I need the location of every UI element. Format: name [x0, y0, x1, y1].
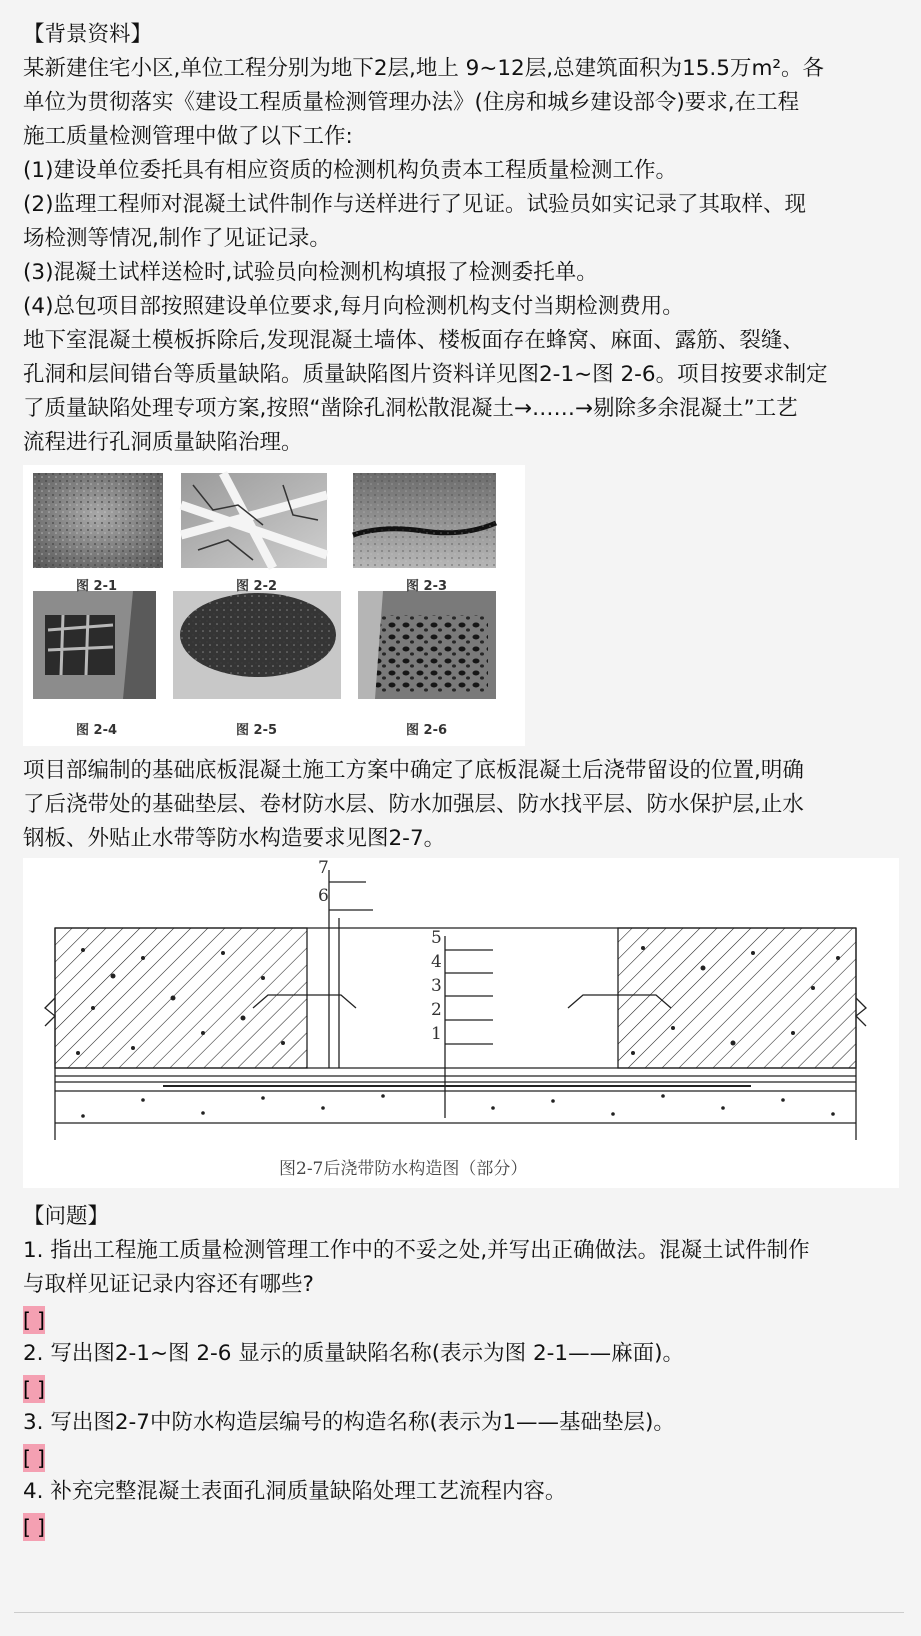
- background-line: (3)混凝土试样送检时,试验员向检测机构填报了检测委托单。: [23, 260, 598, 285]
- waterproof-diagram: [23, 858, 899, 1188]
- layer-label-6: 6: [318, 886, 329, 906]
- waterproof-diagram-figure: [23, 858, 899, 1188]
- figure-caption-2-4: 图 2-4: [76, 723, 118, 738]
- middle-line: 了后浇带处的基础垫层、卷材防水层、防水加强层、防水找平层、防水保护层,止水: [23, 792, 804, 817]
- layer-label-5: 5: [431, 928, 442, 948]
- middle-line: 钢板、外贴止水带等防水构造要求见图2-7。: [23, 826, 446, 851]
- background-line: (1)建设单位委托具有相应资质的检测机构负责本工程质量检测工作。: [23, 158, 677, 183]
- layer-label-4: 4: [431, 952, 442, 972]
- answer-box-2[interactable]: [ ]: [23, 1377, 45, 1401]
- background-line: 了质量缺陷处理专项方案,按照“凿除孔洞松散混凝土→……→剔除多余混凝土”工艺: [23, 396, 798, 421]
- defect-photos-figure: [23, 465, 525, 746]
- background-line: 地下室混凝土模板拆除后,发现混凝土墙体、楼板面存在蜂窝、麻面、露筋、裂缝、: [23, 328, 804, 353]
- background-line: (4)总包项目部按照建设单位要求,每月向检测机构支付当期检测费用。: [23, 294, 684, 319]
- background-line: 流程进行孔洞质量缺陷治理。: [23, 430, 303, 455]
- question-2: 2. 写出图2-1~图 2-6 显示的质量缺陷名称(表示为图 2-1——麻面)。: [23, 1341, 684, 1366]
- bottom-divider: [14, 1612, 904, 1613]
- figure-caption-2-5: 图 2-5: [236, 723, 278, 738]
- background-line: 单位为贯彻落实《建设工程质量检测管理办法》(住房和城乡建设部令)要求,在工程: [23, 90, 800, 115]
- layer-label-1: 1: [431, 1024, 442, 1044]
- layer-label-2: 2: [431, 1000, 442, 1020]
- questions-section: [23, 1200, 903, 1302]
- background-line: 孔洞和层间错台等质量缺陷。质量缺陷图片资料详见图2-1~图 2-6。项目按要求制定: [23, 362, 828, 387]
- background-section: [23, 18, 903, 460]
- question-1-line: 与取样见证记录内容还有哪些?: [23, 1272, 314, 1297]
- middle-line: 项目部编制的基础底板混凝土施工方案中确定了底板混凝土后浇带留设的位置,明确: [23, 758, 804, 783]
- questions-heading: 【问题】: [23, 1204, 110, 1229]
- answer-box-1[interactable]: [ ]: [23, 1308, 45, 1332]
- background-line: 施工质量检测管理中做了以下工作:: [23, 124, 353, 149]
- background-heading: 【背景资料】: [23, 22, 153, 47]
- answer-box-4[interactable]: [ ]: [23, 1515, 45, 1539]
- background-line: 某新建住宅小区,单位工程分别为地下2层,地上 9~12层,总建筑面积为15.5万m²。各: [23, 56, 825, 81]
- figure-caption-2-3: 图 2-3: [406, 579, 448, 594]
- layer-label-3: 3: [431, 976, 442, 996]
- answer-box-3[interactable]: [ ]: [23, 1446, 45, 1470]
- figure-caption-2-6: 图 2-6: [406, 723, 448, 738]
- background-line: (2)监理工程师对混凝土试件制作与送样进行了见证。试验员如实记录了其取样、现: [23, 192, 806, 217]
- background-line: 场检测等情况,制作了见证记录。: [23, 226, 331, 251]
- question-4: 4. 补充完整混凝土表面孔洞质量缺陷处理工艺流程内容。: [23, 1479, 567, 1504]
- defect-photos-image: [23, 465, 525, 746]
- figure-caption-2-1: 图 2-1: [76, 579, 118, 594]
- question-1-line: 1. 指出工程施工质量检测管理工作中的不妥之处,并写出正确做法。混凝土试件制作: [23, 1238, 810, 1263]
- middle-section: [23, 754, 903, 856]
- figure-caption-2-2: 图 2-2: [236, 579, 278, 594]
- layer-label-7: 7: [318, 858, 329, 878]
- question-3: 3. 写出图2-7中防水构造层编号的构造名称(表示为1——基础垫层)。: [23, 1410, 675, 1435]
- diagram-caption: 图2-7后浇带防水构造图（部分）: [279, 1159, 528, 1179]
